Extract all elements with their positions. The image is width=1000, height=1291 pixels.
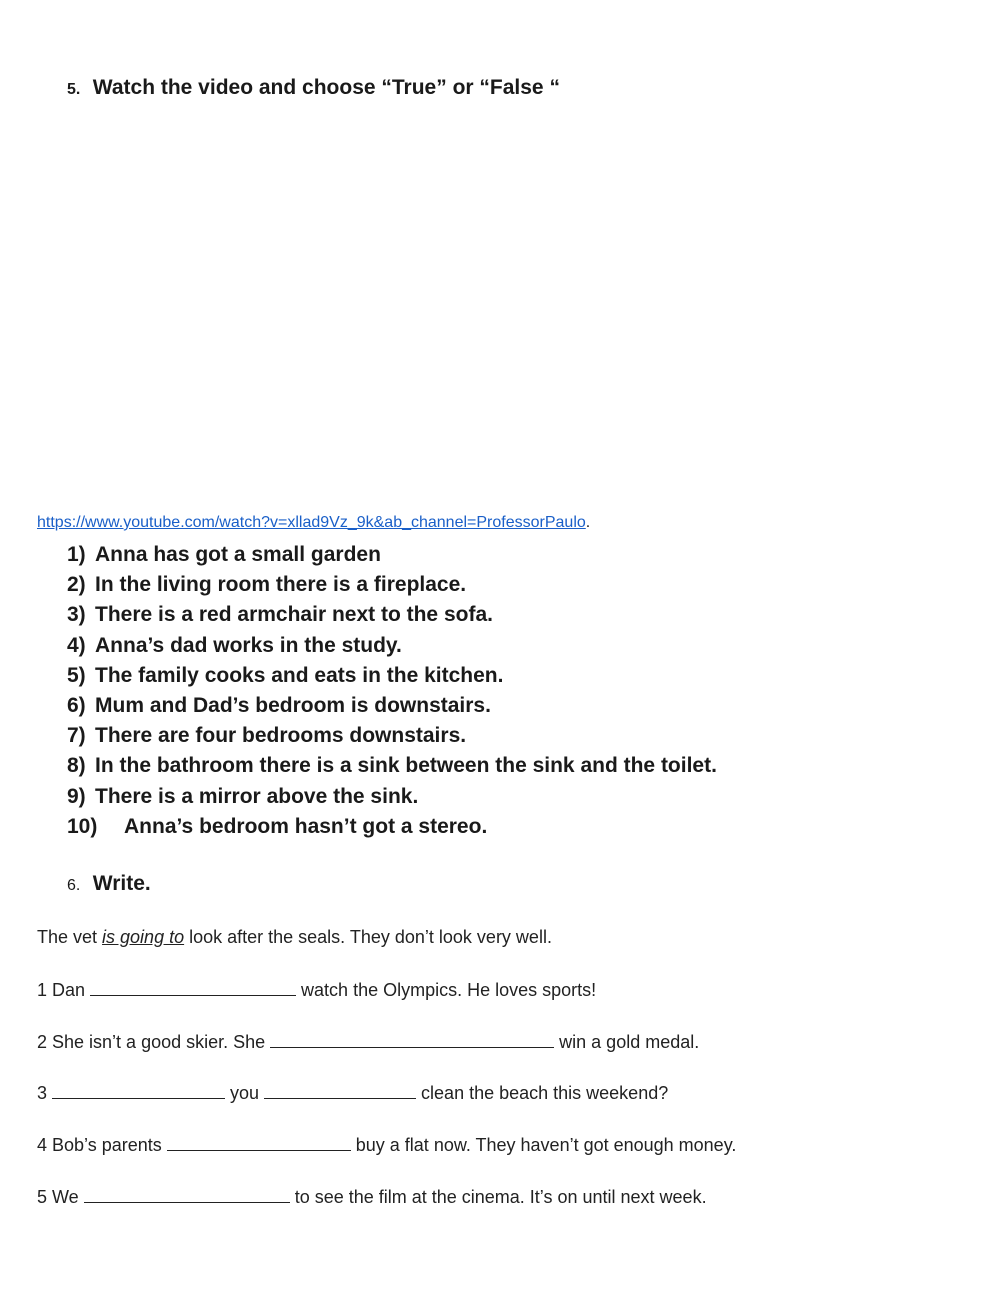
exercise-item-4	[37, 1133, 736, 1156]
true-false-statements	[67, 540, 717, 842]
statement-text: In the living room there is a fireplace.	[95, 573, 467, 597]
link-period: .	[585, 514, 591, 531]
statement-number: 10)	[67, 814, 98, 838]
statement-number: 6)	[67, 694, 86, 718]
statement-item	[67, 751, 717, 781]
statement-item	[67, 721, 717, 751]
example-sentence	[37, 927, 552, 948]
section-6-number: 6.	[67, 877, 81, 894]
exercise-text-start: 3	[37, 1083, 53, 1103]
statement-text: Anna’s dad works in the study.	[95, 633, 402, 657]
statement-number: 2)	[67, 573, 86, 597]
example-after: look after the seals. They don’t look very well.	[184, 927, 552, 947]
answer-blank[interactable]	[167, 1133, 351, 1151]
section-6-heading	[67, 872, 151, 896]
exercise-text-middle: you	[225, 1083, 265, 1103]
section-6-title: Write.	[92, 872, 151, 895]
example-before: The vet	[37, 927, 103, 947]
exercise-text-end: clean the beach this weekend?	[416, 1083, 669, 1103]
statement-item	[67, 691, 717, 721]
statement-text: In the bathroom there is a sink between the sink and the toilet.	[95, 754, 717, 778]
statement-item	[67, 812, 717, 842]
statement-item	[67, 600, 717, 630]
statement-item	[67, 570, 717, 600]
exercise-text-end: to see the film at the cinema. It’s on until next week.	[289, 1187, 707, 1207]
exercise-text-start: 5 We	[37, 1187, 84, 1207]
exercise-item-5	[37, 1185, 707, 1208]
video-link-line	[37, 514, 590, 532]
exercise-text-end: buy a flat now. They haven’t got enough money.	[350, 1135, 737, 1155]
answer-blank[interactable]	[264, 1081, 416, 1099]
statement-item	[67, 540, 717, 570]
statement-number: 8)	[67, 754, 86, 778]
exercise-text-end: win a gold medal.	[554, 1032, 700, 1052]
statement-number: 7)	[67, 724, 86, 748]
section-5-number: 5.	[67, 81, 81, 98]
statement-item	[67, 631, 717, 661]
exercise-text-start: 2 She isn’t a good skier. She	[37, 1032, 271, 1052]
section-5-heading	[67, 76, 560, 100]
statement-item	[67, 661, 717, 691]
exercise-item-2	[37, 1030, 699, 1053]
exercise-item-3	[37, 1081, 668, 1104]
answer-blank[interactable]	[52, 1081, 225, 1099]
statement-number: 5)	[67, 663, 86, 687]
video-link[interactable]: https://www.youtube.com/watch?v=xllad9Vz_9k&ab_channel=ProfessorPaulo	[37, 514, 586, 531]
exercise-text-start: 4 Bob’s parents	[37, 1135, 167, 1155]
statement-text: Anna has got a small garden	[95, 543, 381, 567]
statement-text: There is a red armchair next to the sofa.	[95, 603, 493, 627]
statement-text: Anna’s bedroom hasn’t got a stereo.	[124, 814, 488, 838]
statement-text: There is a mirror above the sink.	[95, 784, 419, 808]
statement-number: 3)	[67, 603, 86, 627]
statement-text: Mum and Dad’s bedroom is downstairs.	[95, 694, 491, 718]
section-5-title: Watch the video and choose “True” or “False “	[92, 76, 560, 99]
exercise-text-start: 1 Dan	[37, 980, 91, 1000]
statement-number: 4)	[67, 633, 86, 657]
answer-blank[interactable]	[84, 1185, 290, 1203]
answer-blank[interactable]	[270, 1030, 554, 1048]
answer-blank[interactable]	[90, 978, 296, 996]
statement-number: 9)	[67, 784, 86, 808]
exercise-item-1	[37, 978, 596, 1001]
statement-text: There are four bedrooms downstairs.	[95, 724, 467, 748]
statement-number: 1)	[67, 543, 86, 567]
example-answer: is going to	[102, 927, 185, 947]
statement-text: The family cooks and eats in the kitchen.	[95, 663, 504, 687]
exercise-text-end: watch the Olympics. He loves sports!	[296, 980, 597, 1000]
statement-item	[67, 782, 717, 812]
